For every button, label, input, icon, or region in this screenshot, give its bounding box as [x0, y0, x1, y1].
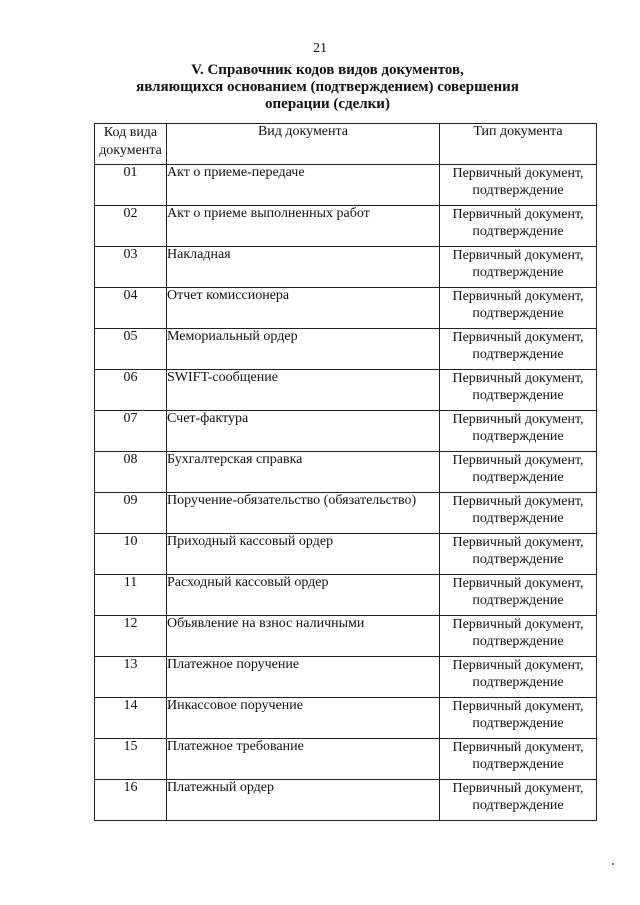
row-document-type-line-2: подтверждение — [472, 224, 564, 239]
row-code: 03 — [95, 247, 167, 288]
row-code: 01 — [95, 165, 167, 206]
row-code: 06 — [95, 370, 167, 411]
row-document-name: Платежный ордер — [167, 780, 440, 821]
row-document-type-line-2: подтверждение — [472, 429, 564, 444]
row-document-name: Накладная — [167, 247, 440, 288]
header-document-type: Тип документа — [440, 124, 597, 165]
row-document-type — [440, 493, 597, 534]
row-document-type-line-2: подтверждение — [472, 634, 564, 649]
row-code: 12 — [95, 616, 167, 657]
table-row — [95, 739, 597, 780]
row-document-type-line-1: Первичный документ, — [452, 166, 584, 181]
row-document-type-line-2: подтверждение — [472, 675, 564, 690]
row-document-type — [440, 739, 597, 780]
row-document-type-line-1: Первичный документ, — [452, 371, 584, 386]
row-document-type-line-2: подтверждение — [472, 798, 564, 813]
row-document-type-line-2: подтверждение — [472, 347, 564, 362]
section-title — [120, 62, 535, 113]
header-code-line-2: документа — [99, 143, 162, 158]
row-document-name: Объявление на взнос наличными — [167, 616, 440, 657]
table-row — [95, 370, 597, 411]
table-row — [95, 247, 597, 288]
page-number: 21 — [313, 41, 327, 56]
row-document-type-line-1: Первичный документ, — [452, 781, 584, 796]
table-row — [95, 288, 597, 329]
row-code: 16 — [95, 780, 167, 821]
section-title-line-1: V. Справочник кодов видов документов, — [191, 62, 464, 78]
table-row — [95, 493, 597, 534]
row-document-type-line-1: Первичный документ, — [452, 617, 584, 632]
row-document-name: Расходный кассовый ордер — [167, 575, 440, 616]
table-row — [95, 575, 597, 616]
row-document-type-line-2: подтверждение — [472, 470, 564, 485]
row-document-type — [440, 698, 597, 739]
document-codes-table — [94, 123, 597, 821]
table-row — [95, 616, 597, 657]
row-document-type-line-1: Первичный документ, — [452, 535, 584, 550]
table-row — [95, 165, 597, 206]
row-document-type-line-1: Первичный документ, — [452, 289, 584, 304]
row-document-type-line-2: подтверждение — [472, 552, 564, 567]
row-document-type-line-2: подтверждение — [472, 757, 564, 772]
table-row — [95, 534, 597, 575]
row-code: 07 — [95, 411, 167, 452]
table-row — [95, 698, 597, 739]
row-document-type — [440, 288, 597, 329]
row-document-type-line-1: Первичный документ, — [452, 330, 584, 345]
row-document-type — [440, 534, 597, 575]
row-document-type-line-2: подтверждение — [472, 511, 564, 526]
row-document-name: Мемориальный ордер — [167, 329, 440, 370]
row-code: 04 — [95, 288, 167, 329]
row-document-name: Инкассовое поручение — [167, 698, 440, 739]
row-document-type — [440, 616, 597, 657]
row-code: 10 — [95, 534, 167, 575]
row-document-name: Отчет комиссионера — [167, 288, 440, 329]
row-code: 08 — [95, 452, 167, 493]
row-document-type-line-2: подтверждение — [472, 183, 564, 198]
row-document-name: Акт о приеме-передаче — [167, 165, 440, 206]
row-document-name: Бухгалтерская справка — [167, 452, 440, 493]
row-document-type-line-1: Первичный документ, — [452, 453, 584, 468]
section-title-line-2: являющихся основанием (подтверждением) совершения — [136, 79, 519, 95]
row-document-type — [440, 165, 597, 206]
row-code: 02 — [95, 206, 167, 247]
table-row — [95, 329, 597, 370]
row-document-type-line-1: Первичный документ, — [452, 412, 584, 427]
header-code — [95, 124, 167, 165]
row-document-type-line-1: Первичный документ, — [452, 248, 584, 263]
table-row — [95, 780, 597, 821]
table-row — [95, 657, 597, 698]
row-document-name: Платежное поручение — [167, 657, 440, 698]
row-code: 14 — [95, 698, 167, 739]
row-code: 05 — [95, 329, 167, 370]
row-document-type-line-1: Первичный документ, — [452, 740, 584, 755]
table-row — [95, 452, 597, 493]
row-document-type — [440, 206, 597, 247]
row-code: 09 — [95, 493, 167, 534]
table-row — [95, 411, 597, 452]
row-code: 15 — [95, 739, 167, 780]
row-document-type — [440, 780, 597, 821]
row-document-type — [440, 247, 597, 288]
header-document-name: Вид документа — [167, 124, 440, 165]
table-row — [95, 206, 597, 247]
row-document-name: Акт о приеме выполненных работ — [167, 206, 440, 247]
row-document-type-line-1: Первичный документ, — [452, 699, 584, 714]
row-document-type — [440, 370, 597, 411]
row-document-name: Поручение-обязательство (обязательство) — [167, 493, 440, 534]
row-document-type-line-1: Первичный документ, — [452, 207, 584, 222]
scan-speck — [612, 863, 614, 865]
row-document-type-line-2: подтверждение — [472, 265, 564, 280]
row-code: 11 — [95, 575, 167, 616]
row-document-type-line-1: Первичный документ, — [452, 494, 584, 509]
section-title-line-3: операции (сделки) — [265, 96, 390, 112]
row-document-name: SWIFT-сообщение — [167, 370, 440, 411]
row-document-type — [440, 329, 597, 370]
row-document-type-line-2: подтверждение — [472, 716, 564, 731]
row-document-name: Приходный кассовый ордер — [167, 534, 440, 575]
table-header-row — [95, 124, 597, 165]
row-code: 13 — [95, 657, 167, 698]
row-document-name: Платежное требование — [167, 739, 440, 780]
row-document-type — [440, 575, 597, 616]
row-document-type — [440, 411, 597, 452]
row-document-type — [440, 452, 597, 493]
row-document-name: Счет-фактура — [167, 411, 440, 452]
row-document-type — [440, 657, 597, 698]
row-document-type-line-1: Первичный документ, — [452, 658, 584, 673]
row-document-type-line-1: Первичный документ, — [452, 576, 584, 591]
header-code-line-1: Код вида — [103, 125, 158, 140]
row-document-type-line-2: подтверждение — [472, 306, 564, 321]
row-document-type-line-2: подтверждение — [472, 388, 564, 403]
row-document-type-line-2: подтверждение — [472, 593, 564, 608]
